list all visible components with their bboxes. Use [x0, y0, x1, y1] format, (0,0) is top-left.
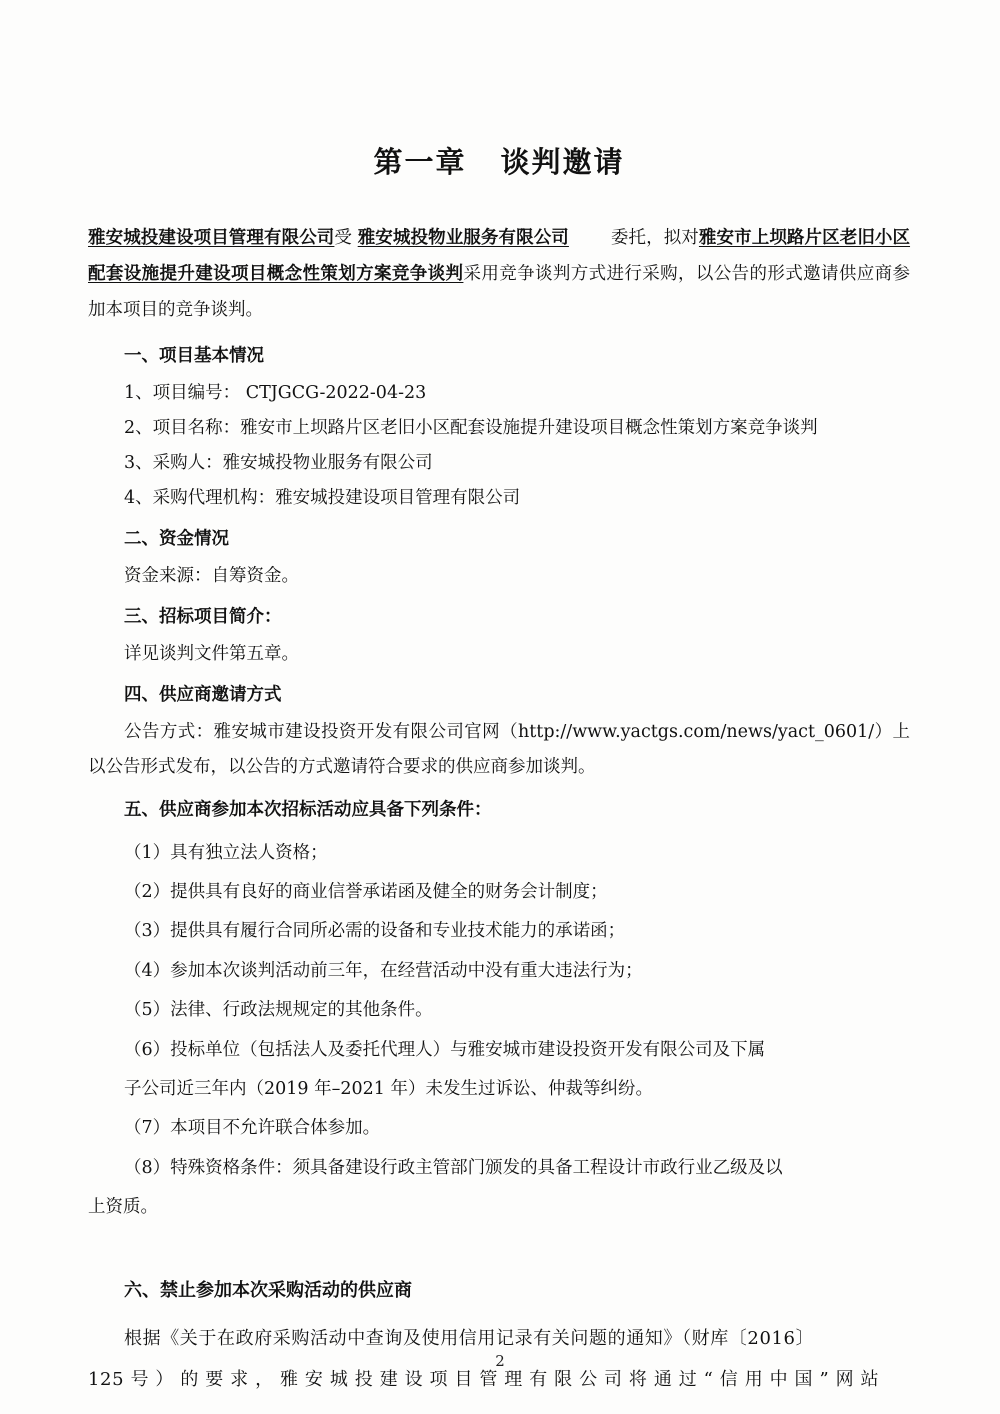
condition-item-continued: 子公司近三年内（2019 年–2021 年）未发生过诉讼、仲裁等纠纷。 — [124, 1078, 653, 1099]
title-name: 谈判邀请 — [500, 145, 625, 179]
page-title — [88, 140, 910, 181]
condition-item: （7）本项目不允许联合体参加。 — [124, 1118, 381, 1139]
invitation-method: 公告方式：雅安城市建设投资开发有限公司官网（http://www.yactgs.com/news/yact_0601/）上以公告形式发布，以公告的方式邀请符合要求的供应商参加谈判。 — [88, 721, 910, 777]
list-item: 2、项目名称：雅安市上坝路片区老旧小区配套设施提升建设项目概念性策划方案竞争谈判 — [124, 417, 818, 438]
intro-tail: 采用竞争谈判方式进行采购，以公告的形式邀请供应商参加本项目的竞争谈判。 — [88, 263, 911, 320]
section-heading-5: 五、供应商参加本次招标活动应具备下列条件： — [124, 799, 492, 820]
condition-item: （5）法律、行政法规规定的其他条件。 — [124, 1000, 433, 1021]
list-item: 3、采购人：雅安城投物业服务有限公司 — [124, 452, 433, 473]
project-brief: 详见谈判文件第五章。 — [124, 643, 299, 664]
title-chapter: 第一章 — [373, 145, 467, 179]
intro-after-purchaser: 委托，拟对 — [610, 228, 699, 248]
list-item: 1、项目编号： CTJGCG-2022-04-23 — [124, 382, 427, 403]
condition-item-continued: 上资质。 — [88, 1197, 158, 1217]
intro-after-agent: 受 — [334, 228, 353, 248]
funding-source: 资金来源：自筹资金。 — [124, 565, 299, 586]
condition-item: （6）投标单位（包括法人及委托代理人）与雅安城市建设投资开发有限公司及下属 — [124, 1039, 766, 1060]
section6-line-1: 根据《关于在政府采购活动中查询及使用信用记录有关问题的通知》（财库〔2016〕 — [124, 1328, 815, 1350]
section6-line-2: 125 号 ） 的 要 求 ， 雅 安 城 投 建 设 项 目 管 理 有 限 公 司 将 通 过 “ 信 用 中 国 ” 网 站 — [88, 1368, 880, 1390]
section-heading-3: 三、招标项目简介： — [124, 606, 282, 627]
condition-item: （8）特殊资格条件：须具备建设行政主管部门颁发的具备工程设计市政行业乙级及以 — [124, 1157, 783, 1178]
condition-item: （4）参加本次谈判活动前三年，在经营活动中没有重大违法行为； — [124, 960, 643, 981]
section-heading-4: 四、供应商邀请方式 — [124, 684, 282, 705]
page-number: 2 — [495, 1352, 505, 1370]
condition-item: （2）提供具有良好的商业信誉承诺函及健全的财务会计制度； — [124, 882, 608, 902]
condition-item: （1）具有独立法人资格； — [124, 842, 328, 863]
project-name: 雅安市上坝路片区老旧小区配套设施提升建设项目概念性策划方案竞争谈判 — [88, 228, 911, 284]
section-heading-6: 六、禁止参加本次采购活动的供应商 — [124, 1280, 412, 1302]
intro-paragraph — [88, 221, 910, 329]
purchaser-name: 雅安城投物业服务有限公司 — [357, 228, 569, 248]
list-item: 4、采购代理机构：雅安城投建设项目管理有限公司 — [124, 487, 521, 508]
agent-name: 雅安城投建设项目管理有限公司 — [88, 228, 335, 248]
condition-item: （3）提供具有履行合同所必需的设备和专业技术能力的承诺函； — [124, 921, 626, 942]
section-heading-1: 一、项目基本情况 — [124, 345, 264, 366]
section-heading-2: 二、资金情况 — [124, 528, 229, 549]
